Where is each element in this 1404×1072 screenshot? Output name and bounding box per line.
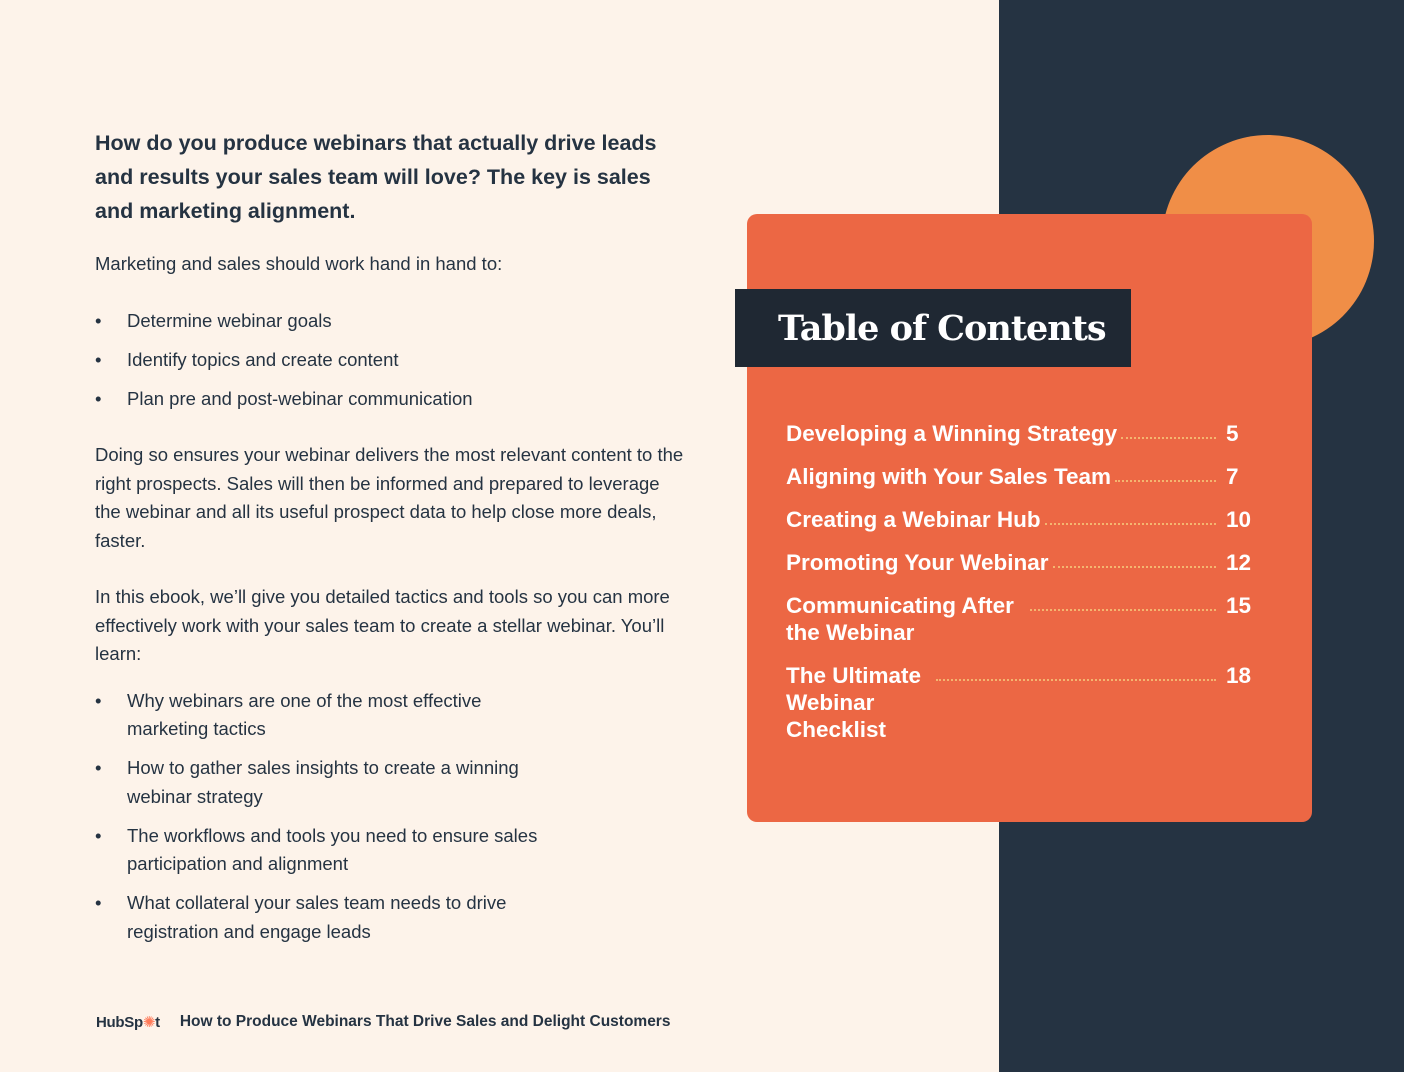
toc-leader-dots (1115, 463, 1216, 482)
intro-content (95, 126, 685, 974)
bullet-icon: • (95, 757, 102, 778)
hubspot-logo (96, 1013, 160, 1031)
bullet-icon: • (95, 387, 102, 409)
toc-item-label: Developing a Winning Strategy (786, 421, 1118, 446)
bullet-icon: • (95, 824, 102, 846)
toc-item-page: 15 (1226, 593, 1252, 618)
logo-text: HubSp (96, 1013, 143, 1031)
bullet-icon: • (95, 348, 102, 370)
ebook-paragraph: In this ebook, we’ll give you detailed tactics and tools so you can more effectively work with your sales team to create a stellar webinar. You’ll learn: (95, 586, 670, 664)
toc-item-webinar-hub[interactable] (786, 506, 1256, 533)
list-item (95, 822, 555, 879)
footer-document-title: How to Produce Webinars That Drive Sales and Delight Customers (179, 1013, 671, 1030)
list-item (95, 385, 685, 414)
page-footer (96, 1013, 670, 1031)
toc-title: Table of Contents (778, 307, 1106, 349)
sprocket-icon: ✺ (142, 1014, 156, 1031)
toc-leader-dots (1121, 420, 1216, 439)
list-item-text: What collateral your sales team needs to drive registration and engage leads (127, 892, 507, 942)
toc-item-page: 12 (1226, 550, 1252, 575)
toc-title-box (735, 289, 1131, 367)
list-item-text: How to gather sales insights to create a winning webinar strategy (127, 757, 519, 807)
intro-paragraph: Marketing and sales should work hand in hand to: (95, 253, 503, 274)
toc-leader-dots (1045, 506, 1216, 525)
bullet-icon: • (95, 892, 102, 913)
bullet-icon: • (95, 309, 102, 331)
toc-item-checklist[interactable] (786, 662, 1256, 743)
lead-heading: How do you produce webinars that actually drive leads and results your sales team will love? The key is sales and marketing alignment. (95, 131, 657, 223)
toc-item-label: Aligning with Your Sales Team (786, 464, 1112, 489)
list-item (95, 687, 555, 744)
learn-list (95, 687, 555, 947)
toc-item-page: 5 (1226, 421, 1239, 446)
toc-item-label: Communicating After the Webinar (786, 593, 1014, 645)
toc-leader-dots (936, 662, 1216, 681)
toc-item-label: Promoting Your Webinar (786, 550, 1049, 575)
logo-text: t (155, 1013, 160, 1031)
list-item-text: The workflows and tools you need to ensure sales participation and alignment (127, 824, 538, 874)
toc-leader-dots (1030, 592, 1216, 611)
toc-list (786, 420, 1256, 759)
toc-item-label: Creating a Webinar Hub (786, 507, 1041, 532)
toc-item-developing-strategy[interactable] (786, 420, 1256, 447)
list-item (95, 346, 685, 375)
benefits-paragraph: Doing so ensures your webinar delivers the most relevant content to the right prospects. Sales will then be informed and prepared to leverage the webinar and all its useful prospect data to help close more deals, faster. (95, 444, 684, 551)
toc-item-page: 18 (1226, 663, 1252, 688)
toc-leader-dots (1053, 549, 1216, 568)
toc-item-label: The Ultimate Webinar Checklist (786, 663, 922, 742)
bullet-icon: • (95, 689, 102, 711)
list-item (95, 307, 685, 336)
list-item-text: Determine webinar goals (127, 309, 332, 331)
list-item-text: Why webinars are one of the most effective marketing tactics (127, 689, 482, 739)
list-item (95, 889, 555, 946)
goals-list (95, 307, 685, 414)
list-item-text: Plan pre and post-webinar communication (127, 387, 473, 409)
toc-item-promoting[interactable] (786, 549, 1256, 576)
toc-item-page: 10 (1226, 507, 1252, 532)
toc-item-page: 7 (1226, 464, 1239, 489)
list-item-text: Identify topics and create content (127, 348, 399, 370)
toc-item-communicating[interactable] (786, 592, 1256, 646)
list-item (95, 754, 555, 811)
toc-item-aligning-sales[interactable] (786, 463, 1256, 490)
